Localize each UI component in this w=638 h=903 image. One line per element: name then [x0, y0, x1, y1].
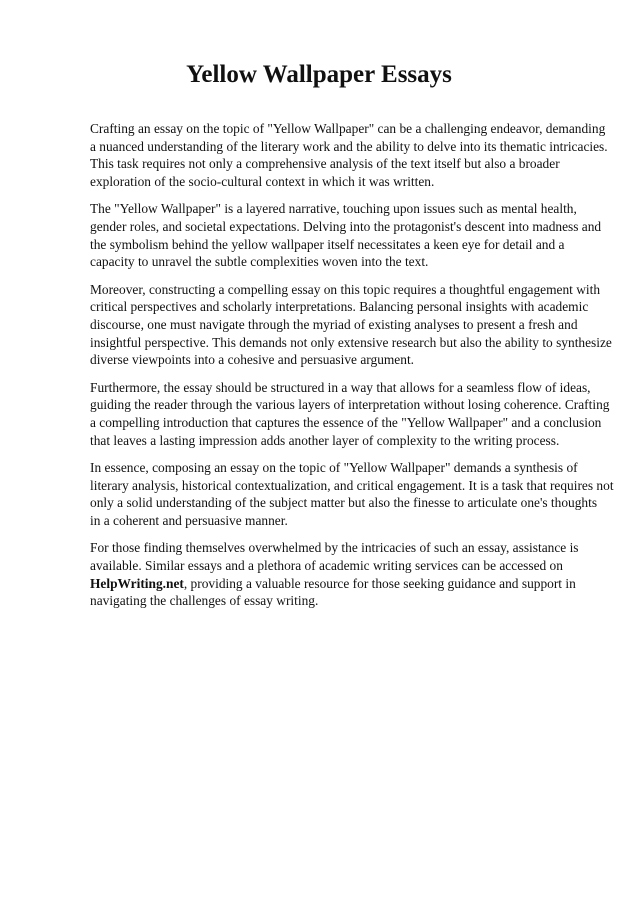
paragraph-line: Furthermore, the essay should be structured in a way that allows for a seamless flow of ideas,	[90, 379, 591, 395]
essay-body	[90, 120, 614, 620]
paragraph-line: only a solid understanding of the subject matter but also the finesse to articulate one's thoughts	[90, 495, 598, 511]
helpwriting-link[interactable]: HelpWriting.net	[90, 575, 184, 591]
paragraph-line: In essence, composing an essay on the topic of "Yellow Wallpaper" demands a synthesis of	[90, 460, 578, 476]
paragraph-5	[90, 459, 614, 529]
paragraph-line: guiding the reader through the various layers of interpretation without losing coherence. Crafting	[90, 397, 610, 413]
paragraph-1	[90, 120, 608, 190]
paragraph-line: gender roles, and societal expectations. Delving into the protagonist's descent into madness and	[90, 218, 602, 234]
paragraph-line: Crafting an essay on the topic of "Yellow Wallpaper" can be a challenging endeavor, demanding	[90, 121, 606, 136]
paragraph-line: capacity to unravel the subtle complexities woven into the text.	[90, 254, 429, 270]
paragraph-line: Moreover, constructing a compelling essay on this topic requires a thoughtful engagement with	[90, 281, 601, 297]
paragraph-4	[90, 379, 610, 449]
paragraph-line: navigating the challenges of essay writing.	[90, 593, 319, 609]
paragraph-line: For those finding themselves overwhelmed by the intricacies of such an essay, assistance is	[90, 540, 579, 556]
paragraph-line: literary analysis, historical contextualization, and critical engagement. It is a task that requires not	[90, 477, 614, 493]
paragraph-line: in a coherent and persuasive manner.	[90, 512, 288, 528]
page-title: Yellow Wallpaper Essays	[186, 61, 452, 88]
paragraph-line: The "Yellow Wallpaper" is a layered narrative, touching upon issues such as mental health,	[90, 201, 577, 217]
paragraph-2	[90, 200, 600, 270]
paragraph-line: critical perspectives and scholarly interpretations. Balancing personal insights with academic	[90, 299, 589, 315]
paragraph-3	[90, 281, 612, 369]
paragraph-line: diverse viewpoints into a cohesive and persuasive argument.	[90, 352, 415, 368]
paragraph-line-with-link	[90, 575, 600, 593]
paragraph-line: a nuanced understanding of the literary work and the ability to delve into its thematic intricacies.	[90, 138, 608, 154]
paragraph-line: This task requires not only a comprehensive analysis of the text itself but also a broader	[90, 156, 560, 172]
paragraph-line: available. Similar essays and a plethora of academic writing services can be accessed on	[90, 558, 563, 574]
paragraph-line: discourse, one must navigate through the myriad of existing analyses to present a fresh and	[90, 316, 578, 332]
paragraph-line-rest: , providing a valuable resource for those seeking guidance and support in	[183, 575, 576, 591]
paragraph-line: exploration of the socio-cultural context in which it was written.	[90, 173, 435, 189]
paragraph-line: the symbolism behind the yellow wallpaper itself necessitates a keen eye for detail and a	[90, 236, 565, 252]
paragraph-6	[90, 539, 600, 609]
paragraph-line: insightful perspective. This demands not only extensive research but also the ability to synthesize	[90, 334, 612, 350]
paragraph-line: a compelling introduction that captures the essence of the "Yellow Wallpaper" and a conclusion	[90, 414, 602, 430]
paragraph-line: that leaves a lasting impression adds another layer of complexity to the writing process.	[90, 432, 560, 448]
